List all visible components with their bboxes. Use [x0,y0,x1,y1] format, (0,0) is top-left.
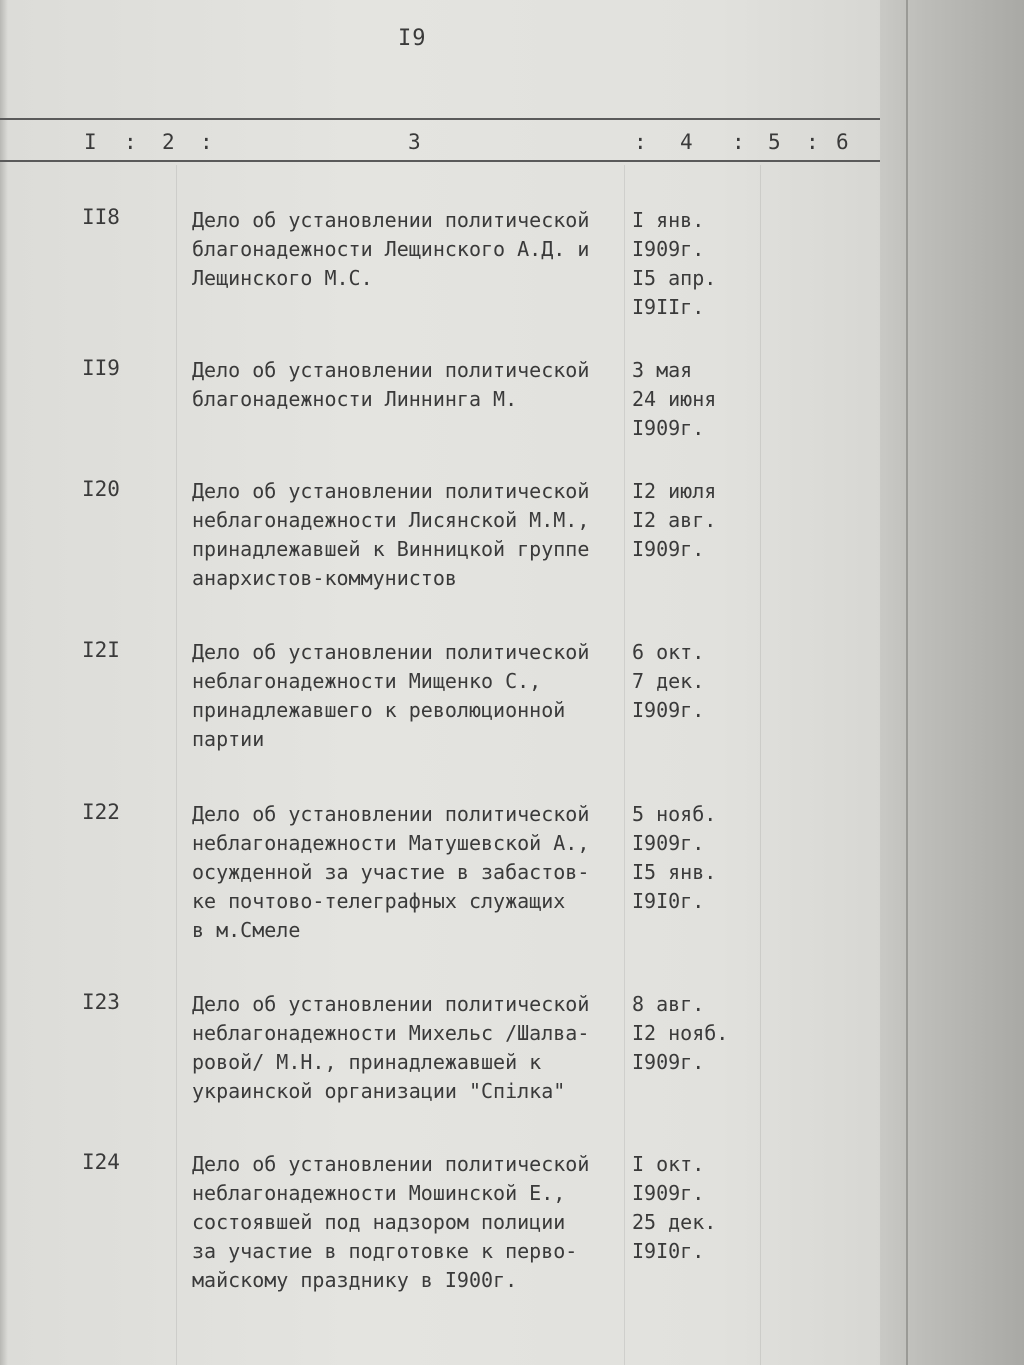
record-dates: 6 окт. 7 дек. I909г. [632,640,705,722]
header-col-5: 5 [768,130,781,154]
record-dates: 3 мая 24 июня I909г. [632,358,717,440]
record-description: Дело об установлении политической неблагонадежности Мищенко С., принадлежавшего к революционной партии [192,640,590,751]
record-dates: 5 нояб. I909г. I5 янв. I9I0г. [632,802,717,913]
header-col-2: 2 [162,130,175,154]
record-dates: I янв. I909г. I5 апр. I9IIг. [632,208,717,319]
column-guide-line [760,165,761,1365]
record-dates: I окт. I909г. 25 дек. I9I0г. [632,1152,717,1263]
header-rule-top [0,118,900,120]
header-col-3: 3 [408,130,421,154]
record-description: Дело об установлении политической неблагонадежности Матушевской А., осужденной за участие в забастов- ке почтово-телеграфных служащих в м.Смеле [192,802,590,942]
record-number: I20 [82,477,120,501]
header-sep-2: : [200,130,213,154]
header-rule-bottom [0,160,900,162]
record-dates: I2 июля I2 авг. I909г. [632,479,717,561]
header-col-4: 4 [680,130,693,154]
header-sep-3: : [634,130,647,154]
record-description: Дело об установлении политической неблагонадежности Лисянской М.М., принадлежавшей к Винницкой группе анархистов-коммунистов [192,479,590,590]
record-dates: 8 авг. I2 нояб. I909г. [632,992,729,1074]
record-number: I22 [82,800,120,824]
header-sep-5: : [806,130,819,154]
header-col-1: I [84,130,97,154]
record-number: II8 [82,205,120,229]
page-left-shadow [0,0,8,1365]
header-sep-1: : [124,130,137,154]
record-description: Дело об установлении политической благонадежности Линнинга М. [192,358,590,411]
record-description: Дело об установлении политической неблагонадежности Мошинской Е., состоявшей под надзором полиции за участие в подготовке к перво- майскому празднику в I900г. [192,1152,590,1292]
page-number: I9 [398,26,427,51]
record-number: II9 [82,356,120,380]
record-description: Дело об установлении политической неблагонадежности Михельс /Шалва- ровой/ М.Н., принадлежавшей к украинской организации "Спілка" [192,992,590,1103]
record-number: I2I [82,638,120,662]
record-description: Дело об установлении политической благонадежности Лещинского А.Д. и Лещинского М.С. [192,208,590,290]
column-guide-line [176,165,177,1365]
record-number: I24 [82,1150,120,1174]
header-sep-4: : [732,130,745,154]
next-page-edge [880,0,1024,1365]
column-guide-line [624,165,625,1365]
record-number: I23 [82,990,120,1014]
header-col-6: 6 [836,130,849,154]
